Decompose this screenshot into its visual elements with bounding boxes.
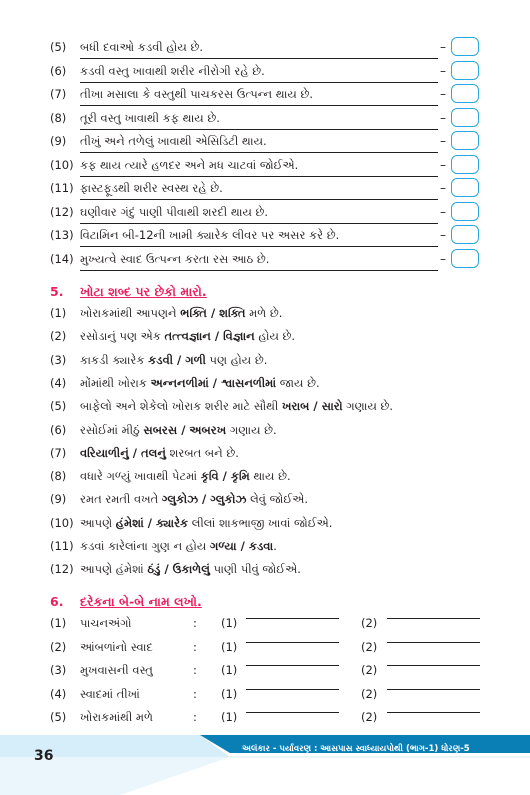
strike-item	[0, 512, 530, 534]
tf-statement: વિટામિન બી-12ની ખામી ક્યારેક લીવર પર અસર કરે છે.	[80, 228, 340, 242]
tf-dash: –	[440, 134, 446, 148]
answer-box[interactable]	[451, 249, 479, 268]
blank-2-label: (2)	[361, 686, 378, 701]
name-item-colon: :	[193, 663, 197, 677]
word-option-1[interactable]: કડવી	[148, 352, 174, 367]
tf-number: (10)	[50, 157, 74, 172]
tf-statement: કફ થાય ત્યારે હળદર અને મધ ચાટવાં જોઈએ.	[80, 157, 299, 172]
word-option-1[interactable]: કૃવિ	[200, 469, 219, 484]
option-separator: /	[173, 352, 186, 367]
tf-statement: બધી દવાઓ કડવી હોય છે.	[80, 40, 203, 54]
name-item-number: (2)	[50, 639, 67, 654]
strike-item-number: (6)	[50, 422, 67, 437]
option-separator: /	[128, 445, 141, 460]
tf-dash: –	[440, 87, 446, 101]
tf-statement: તૂરી વસ્તુ ખાવાથી કફ થાય છે.	[80, 110, 220, 125]
word-option-2[interactable]: ઉકાળેલું	[172, 562, 210, 577]
tf-number: (5)	[50, 40, 67, 54]
strike-item	[0, 395, 530, 417]
strike-item-sentence	[80, 512, 332, 534]
option-separator: /	[210, 329, 224, 344]
answer-box[interactable]	[451, 155, 479, 174]
sentence-end: હોય છે.	[254, 329, 296, 344]
word-option-2[interactable]: સારો	[321, 399, 343, 414]
name-item-prompt: સ્વાદમાં તીખાં	[80, 686, 140, 701]
answer-line-1[interactable]	[246, 665, 339, 666]
answer-box[interactable]	[451, 84, 479, 103]
name-item	[0, 659, 530, 681]
name-item-prompt: પાચનઅંગો	[80, 616, 132, 630]
tf-row	[0, 130, 530, 152]
word-option-1[interactable]: ગળ્યા	[209, 539, 237, 553]
strike-item-number: (11)	[50, 539, 74, 553]
word-option-2[interactable]: તલનું	[141, 445, 166, 460]
section-6-number: 6.	[50, 594, 64, 609]
blank-2-label: (2)	[361, 616, 378, 630]
word-option-1[interactable]: તત્ત્વજ્ઞાન	[164, 329, 211, 344]
tf-statement: તીખા મસાલા કે વસ્તુથી પાચકરસ ઉત્પન્ન થાય છે.	[80, 87, 313, 101]
word-option-1[interactable]: ભક્તિ	[180, 306, 207, 320]
tf-dash: –	[440, 228, 446, 242]
word-option-1[interactable]: સબરસ	[143, 422, 178, 437]
answer-line-2[interactable]	[387, 618, 480, 619]
sentence-end: પાણી પીવું જોઈએ.	[209, 562, 301, 577]
answer-line-2[interactable]	[387, 665, 480, 666]
word-option-2[interactable]: કૃમિ	[230, 469, 250, 484]
sentence-end: .	[273, 539, 277, 553]
word-option-1[interactable]: અન્નનળીમાં	[150, 375, 209, 390]
strike-item-number: (4)	[50, 375, 67, 390]
tf-statement: તીખું અને તળેલું ખાવાથી એસિડિટી થાય.	[80, 134, 267, 148]
sentence-end: પણ હોય છે.	[205, 352, 268, 367]
strike-item	[0, 325, 530, 347]
word-option-2[interactable]: શ્વાસનળીમાં	[221, 375, 277, 390]
tf-number: (12)	[50, 204, 74, 219]
word-option-1[interactable]: વરિયાળીનું	[80, 445, 129, 460]
blank-1-label: (1)	[221, 710, 238, 724]
strike-item-number: (12)	[50, 562, 74, 577]
strike-item-number: (5)	[50, 399, 67, 414]
word-option-2[interactable]: ક્યારેક	[155, 515, 189, 530]
section-5-title: ખોટા શબ્દ પર છેકો મારો.	[80, 284, 207, 299]
tf-dash: –	[440, 181, 446, 195]
word-option-1[interactable]: ખરાબ	[281, 399, 310, 414]
tf-number: (6)	[50, 63, 67, 78]
sentence-end: જાય છે.	[276, 375, 320, 390]
name-item-colon: :	[193, 686, 197, 701]
strike-item-number: (7)	[50, 445, 67, 460]
strike-item	[0, 442, 530, 464]
strike-item-sentence	[80, 372, 320, 394]
tf-dash: –	[440, 157, 446, 172]
book-title: અલંકાર - પર્યાવરણ : આસપાસ સ્વાધ્યાયપોથી (ભાગ-1) ધોરણ-5	[242, 744, 470, 754]
strike-item-sentence	[80, 325, 295, 347]
strike-item	[0, 302, 530, 324]
option-separator: /	[206, 306, 220, 320]
tf-number: (14)	[50, 251, 74, 266]
strike-item-sentence	[80, 488, 308, 510]
name-item-colon: :	[193, 639, 197, 654]
sentence-start: કાકડી ક્યારેક	[80, 352, 149, 367]
answer-line-2[interactable]	[387, 689, 480, 690]
word-option-2[interactable]: શક્તિ	[219, 306, 246, 320]
sentence-end: ગણાય છે.	[226, 422, 277, 437]
strike-item-sentence	[80, 302, 282, 324]
sentence-end: લેવું જોઈએ.	[246, 492, 309, 507]
option-separator: /	[208, 375, 222, 390]
tf-number: (7)	[50, 87, 67, 101]
option-separator: /	[177, 422, 190, 437]
strike-item-sentence	[80, 419, 277, 441]
section-6-title: દરેકના બે-બે નામ લખો.	[80, 594, 202, 609]
sentence-start: આપણે હંમેશાં	[80, 562, 148, 577]
tf-dash: –	[440, 204, 446, 219]
name-item-colon: :	[193, 710, 197, 724]
strike-item	[0, 488, 530, 510]
option-separator: /	[218, 469, 231, 484]
strike-item	[0, 465, 530, 487]
strike-item	[0, 558, 530, 580]
answer-line-1[interactable]	[246, 618, 339, 619]
sentence-start: રમત રમતી વખતે	[80, 492, 162, 507]
answer-box[interactable]	[451, 108, 479, 127]
strike-item-number: (9)	[50, 492, 67, 507]
name-item-number: (4)	[50, 686, 67, 701]
word-option-2[interactable]: કડવા	[248, 539, 274, 553]
word-option-1[interactable]: ઠંડું	[147, 562, 161, 577]
name-item-prompt: આંબળાંનો સ્વાદ	[80, 639, 153, 654]
answer-line-1[interactable]	[246, 712, 339, 713]
strike-item-number: (10)	[50, 515, 74, 530]
strike-item	[0, 535, 530, 557]
word-option-2[interactable]: વિજ્ઞાન	[223, 329, 255, 344]
strike-item-sentence	[80, 535, 277, 557]
strike-item	[0, 419, 530, 441]
option-separator: /	[309, 399, 322, 414]
name-item-prompt: ખોરાકમાંથી મળે	[80, 710, 153, 724]
blank-1-label: (1)	[221, 663, 238, 677]
sentence-start: રસોડાનું પણ એક	[80, 329, 165, 344]
option-separator: /	[160, 562, 173, 577]
strike-item-number: (2)	[50, 329, 67, 344]
sentence-end: મળે છે.	[245, 306, 283, 320]
page-number: 36	[34, 748, 54, 764]
strike-item-sentence	[80, 442, 239, 464]
answer-box[interactable]	[451, 131, 479, 150]
tf-row	[0, 201, 530, 223]
tf-dash: –	[440, 251, 446, 266]
tf-number: (8)	[50, 110, 67, 125]
answer-box[interactable]	[451, 61, 479, 80]
blank-2-label: (2)	[361, 639, 378, 654]
blank-1-label: (1)	[221, 686, 238, 701]
tf-row	[0, 224, 530, 246]
option-separator: /	[198, 492, 211, 507]
tf-row	[0, 248, 530, 270]
strike-item-sentence	[80, 349, 267, 371]
blank-2-label: (2)	[361, 663, 378, 677]
tf-statement: ઘણીવાર ગંદું પાણી પીવાથી શરદી થાય છે.	[80, 204, 269, 219]
option-separator: /	[236, 539, 249, 553]
sentence-start: કડવાં કારેલાંના ગુણ ન હોય	[80, 539, 210, 553]
tf-statement: મુખ્યત્વે સ્વાદ ઉત્પન્ન કરતા રસ આઠ છે.	[80, 251, 270, 266]
tf-number: (11)	[50, 181, 74, 195]
word-option-2[interactable]: ગ્લુકોઝ	[210, 492, 247, 507]
sentence-start: મોંમાંથી ખોરાક	[80, 375, 151, 390]
name-item-number: (1)	[50, 616, 67, 630]
sentence-start: રસોઈમાં મીઠું	[80, 422, 144, 437]
tf-row	[0, 83, 530, 105]
sentence-end: લીલાં શાકભાજી ખાવાં જોઈએ.	[188, 515, 333, 530]
answer-box[interactable]	[451, 225, 479, 244]
sentence-start: બાફેલો અને શેકેલો ખોરાક શરીર માટે સૌથી	[80, 399, 282, 414]
tf-dash: –	[440, 40, 446, 54]
blank-1-label: (1)	[221, 639, 238, 654]
word-option-2[interactable]: ગળી	[185, 352, 206, 367]
tf-number: (9)	[50, 134, 67, 148]
tf-row	[0, 36, 530, 58]
strike-item-sentence	[80, 465, 291, 487]
name-item	[0, 636, 530, 658]
section-5-number: 5.	[50, 284, 64, 299]
name-item	[0, 706, 530, 728]
strike-item	[0, 349, 530, 371]
strike-item-number: (3)	[50, 352, 67, 367]
word-option-1[interactable]: હંમેશાં	[115, 515, 144, 530]
sentence-end: ગણાય છે.	[342, 399, 394, 414]
word-option-1[interactable]: ગ્લુકોઝ	[161, 492, 199, 507]
tf-dash: –	[440, 110, 446, 125]
answer-line-1[interactable]	[246, 642, 339, 643]
answer-line-1[interactable]	[246, 689, 339, 690]
strike-item	[0, 372, 530, 394]
tf-row	[0, 154, 530, 176]
tf-statement: ફાસ્ટફૂડથી શરીર સ્વસ્થ રહે છે.	[80, 181, 223, 195]
answer-box[interactable]	[451, 202, 479, 221]
tf-underline	[80, 270, 438, 271]
sentence-start: ખોરાકમાંથી આપણને	[80, 306, 181, 320]
sentence-end: શરબત બને છે.	[165, 445, 239, 460]
blank-2-label: (2)	[361, 710, 378, 724]
answer-box[interactable]	[451, 178, 479, 197]
blank-1-label: (1)	[221, 616, 238, 630]
answer-line-2[interactable]	[387, 712, 480, 713]
strike-item-number: (1)	[50, 306, 67, 320]
name-item-number: (3)	[50, 663, 67, 677]
strike-item-sentence	[80, 395, 393, 417]
strike-item-number: (8)	[50, 469, 67, 484]
answer-line-2[interactable]	[387, 642, 480, 643]
tf-statement: કડવી વસ્તુ ખાવાથી શરીર નીરોગી રહે છે.	[80, 63, 265, 78]
name-item-prompt: મુખવાસની વસ્તુ	[80, 663, 153, 677]
option-separator: /	[143, 515, 156, 530]
answer-box[interactable]	[451, 37, 479, 56]
tf-dash: –	[440, 63, 446, 78]
name-item-number: (5)	[50, 710, 67, 724]
name-item	[0, 683, 530, 705]
sentence-end: થાય છે.	[249, 469, 291, 484]
sentence-start: આપણે	[80, 515, 116, 530]
tf-row	[0, 107, 530, 129]
tf-row	[0, 177, 530, 199]
tf-number: (13)	[50, 228, 74, 242]
sentence-start: વધારે ગળ્યું ખાવાથી પેટમાં	[80, 469, 201, 484]
strike-item-sentence	[80, 558, 301, 580]
word-option-2[interactable]: અબરખ	[189, 422, 227, 437]
name-item	[0, 612, 530, 634]
tf-row	[0, 60, 530, 82]
name-item-colon: :	[193, 616, 197, 630]
